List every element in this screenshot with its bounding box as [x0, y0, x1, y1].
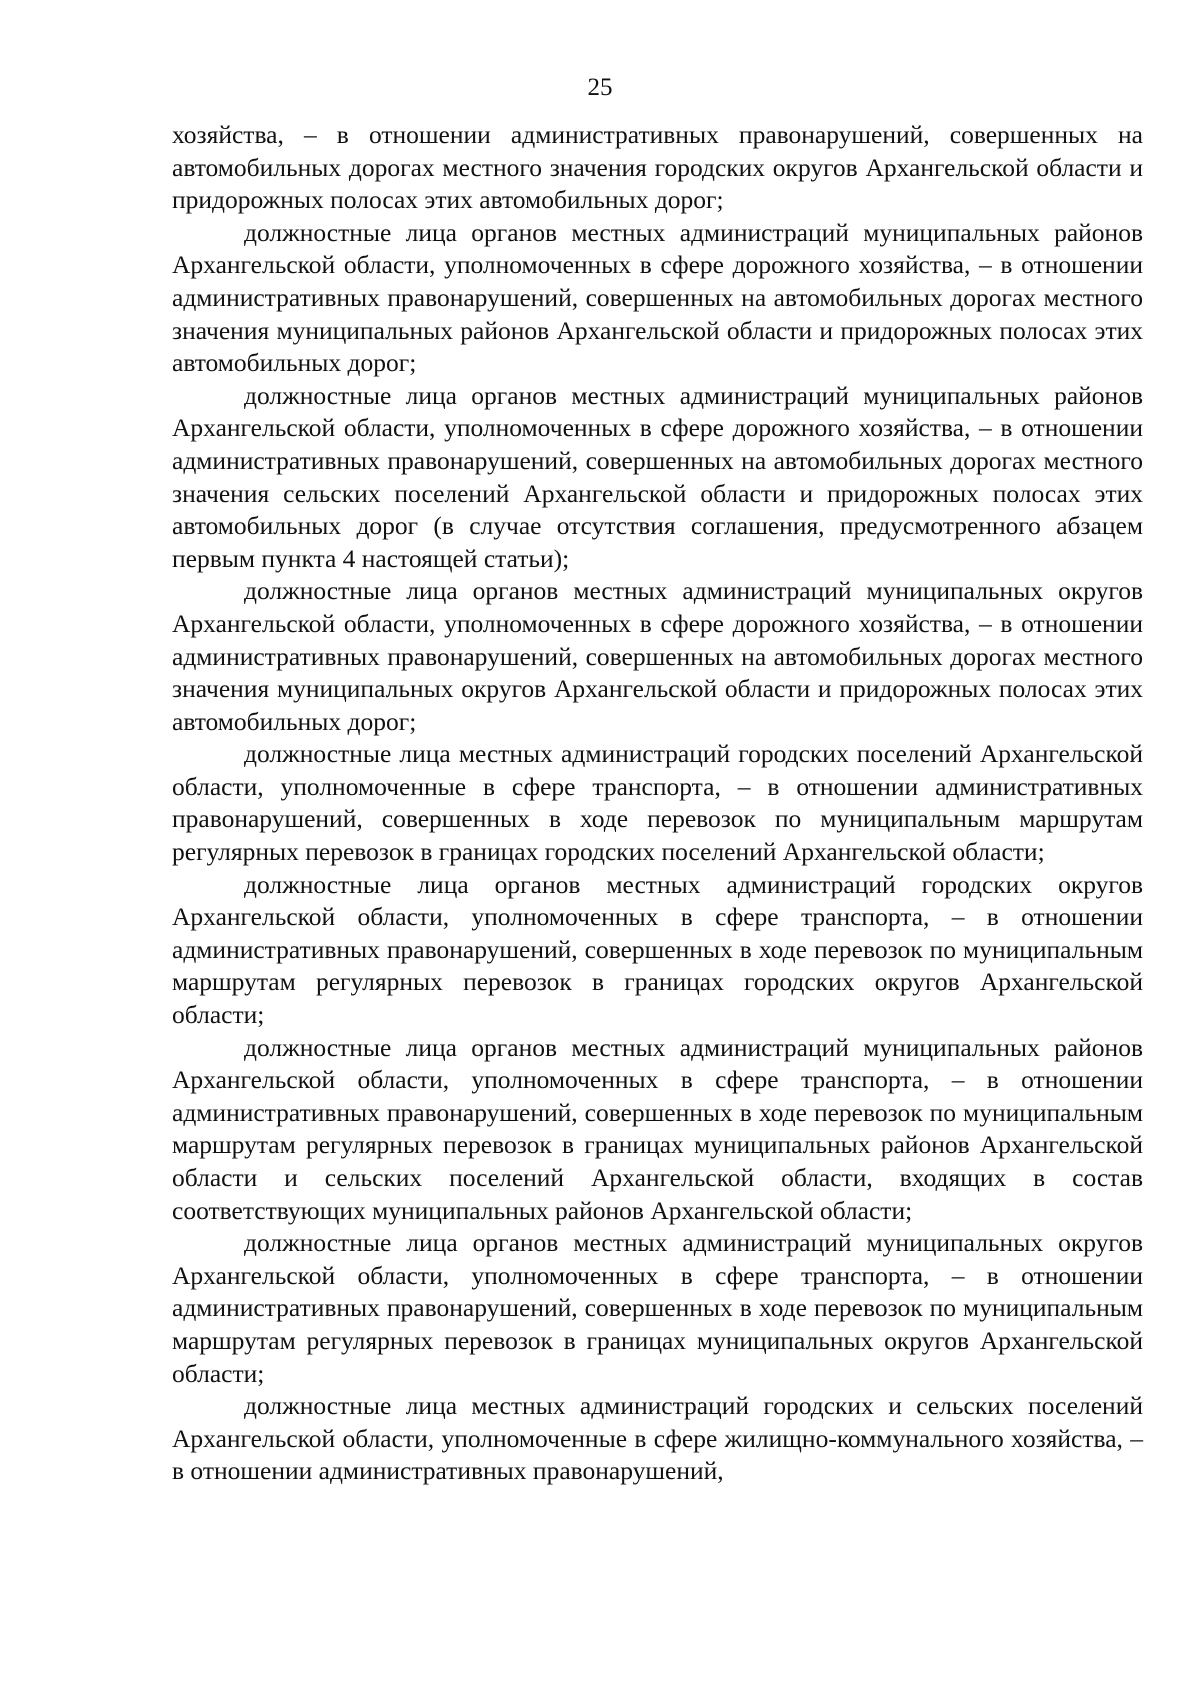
paragraph: должностные лица органов местных администраций муниципальных округов Архангельской области, уполномоченных в сфере дорожного хозяйства, – в отношении административных правонарушений, совершенных на автомобильных дорогах местного значения муниципальных округов Архангельской области и придорожных полосах этих автомобильных дорог;: [172, 576, 1143, 736]
paragraph: должностные лица органов местных администраций муниципальных округов Архангельской области, уполномоченных в сфере транспорта, – в отношении административных правонарушений, совершенных в ходе перевозок по муниципальным маршрутам регулярных перевозок в границах муниципальных округов Архангельской области;: [172, 1228, 1143, 1388]
paragraph: должностные лица органов местных администраций муниципальных районов Архангельской области, уполномоченных в сфере дорожного хозяйства, – в отношении административных правонарушений, совершенных на автомобильных дорогах местного значения сельских поселений Архангельской области и придорожных полосах этих автомобильных дорог (в случае отсутствия соглашения, предусмотренного абзацем первым пункта 4 настоящей статьи);: [172, 380, 1143, 573]
paragraph-continued: хозяйства, – в отношении административных правонарушений, совершенных на автомобильных дорогах местного значения городских округов Архангельской области и придорожных полосах этих автомобильных дорог;: [172, 120, 1143, 215]
document-body: [172, 119, 1143, 1488]
page-number: 25: [587, 74, 613, 101]
paragraph: должностные лица местных администраций городских и сельских поселений Архангельской области, уполномоченные в сфере жилищно-коммунального хозяйства, – в отношении административных правонарушений,: [172, 1391, 1143, 1486]
paragraph: должностные лица органов местных администраций муниципальных районов Архангельской области, уполномоченных в сфере транспорта, – в отношении административных правонарушений, совершенных в ходе перевозок по муниципальным маршрутам регулярных перевозок в границах муниципальных районов Архангельской области и сельских поселений Архангельской области, входящих в состав соответствующих муниципальных районов Архангельской области;: [172, 1032, 1143, 1225]
paragraph: должностные лица органов местных администраций городских округов Архангельской области, уполномоченных в сфере транспорта, – в отношении административных правонарушений, совершенных в ходе перевозок по муниципальным маршрутам регулярных перевозок в границах городских округов Архангельской области;: [172, 869, 1143, 1030]
paragraph: должностные лица органов местных администраций муниципальных районов Архангельской области, уполномоченных в сфере дорожного хозяйства, – в отношении административных правонарушений, совершенных на автомобильных дорогах местного значения муниципальных районов Архангельской области и придорожных полосах этих автомобильных дорог;: [172, 217, 1143, 378]
paragraph: должностные лица местных администраций городских поселений Архангельской области, уполномоченные в сфере транспорта, – в отношении административных правонарушений, совершенных в ходе перевозок по муниципальным маршрутам регулярных перевозок в границах городских поселений Архангельской области;: [172, 739, 1143, 867]
